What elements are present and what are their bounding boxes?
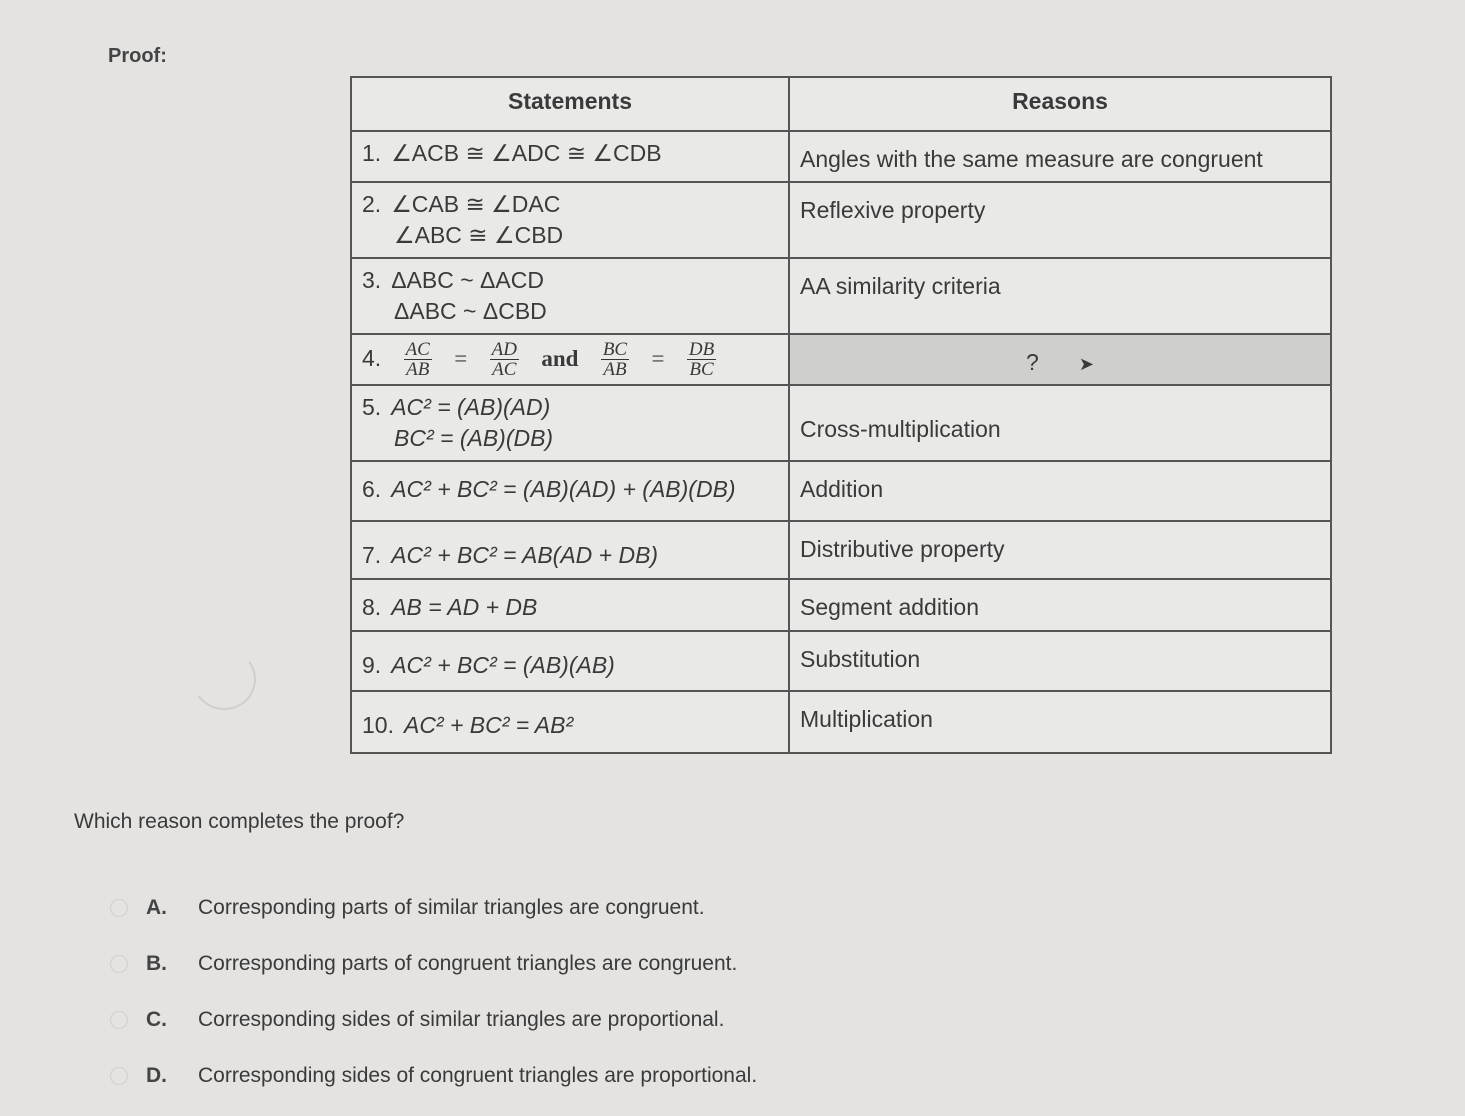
fraction: [601, 340, 629, 379]
step-number: 9.: [362, 652, 382, 678]
table-row-missing-reason: [351, 334, 1331, 385]
reason: Segment addition: [789, 579, 1331, 631]
statement: ∠CAB ≅ ∠DAC: [391, 191, 561, 217]
choice-b[interactable]: [110, 936, 757, 992]
table-row: [351, 521, 1331, 579]
statement: ΔABC ~ ΔACD: [391, 267, 544, 293]
radio-button[interactable]: [110, 1067, 128, 1085]
reason: Angles with the same measure are congruent: [789, 131, 1331, 182]
choice-letter: C.: [146, 1008, 167, 1031]
fraction: [404, 340, 432, 379]
choice-a[interactable]: [110, 880, 757, 936]
statement: AC² + BC² = AB(AD + DB): [391, 542, 659, 568]
radio-button[interactable]: [110, 1011, 128, 1029]
step-number: 7.: [362, 542, 382, 568]
step-number: 4.: [362, 344, 382, 371]
table-row: [351, 385, 1331, 461]
step-number: 1.: [362, 140, 382, 166]
fraction: [687, 340, 716, 379]
choice-text: Corresponding sides of congruent triangles are proportional.: [198, 1064, 758, 1087]
step-number: 2.: [362, 191, 382, 217]
step-number: 3.: [362, 267, 382, 293]
statement-line-2: BC² = (AB)(DB): [394, 425, 554, 451]
denominator: AC: [492, 359, 517, 380]
choice-text: Corresponding parts of similar triangles are congruent.: [198, 896, 705, 919]
table-row: [351, 461, 1331, 521]
and-word: and: [541, 345, 579, 371]
reason: Substitution: [789, 631, 1331, 691]
missing-reason: ?: [1026, 349, 1039, 375]
reason: Cross-multiplication: [789, 385, 1331, 461]
choice-letter: B.: [146, 952, 167, 975]
reasons-header: Reasons: [789, 77, 1331, 131]
step-number: 5.: [362, 394, 382, 420]
statement: AC² = (AB)(AD): [391, 394, 551, 420]
statement: AC² + BC² = (AB)(AB): [391, 652, 615, 678]
table-row: [351, 258, 1331, 334]
reason: Reflexive property: [789, 182, 1331, 258]
statement-line-2: ∠ABC ≅ ∠CBD: [394, 222, 564, 248]
step-number: 6.: [362, 476, 382, 502]
proof-label: Proof:: [108, 45, 167, 67]
equals: =: [651, 345, 665, 371]
statements-header: Statements: [351, 77, 789, 131]
table-row: [351, 182, 1331, 258]
mouse-cursor-icon: ➤: [1078, 354, 1094, 374]
reason: Addition: [789, 461, 1331, 521]
choice-letter: D.: [146, 1064, 167, 1087]
reason: Distributive property: [789, 521, 1331, 579]
question-text: Which reason completes the proof?: [74, 810, 405, 833]
table-header-row: [351, 77, 1331, 131]
decorative-arc: [187, 643, 261, 715]
answer-choices: [110, 880, 757, 1104]
statement-line-2: ΔABC ~ ΔCBD: [394, 298, 547, 324]
denominator: AB: [603, 359, 627, 380]
proof-table: [350, 76, 1332, 754]
step-number: 8.: [362, 594, 382, 620]
statement: ∠ACB ≅ ∠ADC ≅ ∠CDB: [391, 140, 662, 166]
equals: =: [454, 345, 468, 371]
choice-c[interactable]: [110, 992, 757, 1048]
choice-d[interactable]: [110, 1048, 757, 1104]
numerator: AC: [405, 339, 430, 360]
denominator: BC: [689, 359, 714, 380]
reason: AA similarity criteria: [789, 258, 1331, 334]
statement: AC² + BC² = AB²: [403, 712, 574, 738]
table-row: [351, 579, 1331, 631]
fraction: [490, 340, 519, 379]
choice-text: Corresponding sides of similar triangles are proportional.: [198, 1008, 725, 1031]
numerator: DB: [688, 339, 715, 360]
table-row: [351, 691, 1331, 753]
statement: AB = AD + DB: [391, 594, 538, 620]
step-number: 10.: [362, 712, 394, 738]
reason: Multiplication: [789, 691, 1331, 753]
choice-text: Corresponding parts of congruent triangles are congruent.: [198, 952, 738, 975]
statement: AC² + BC² = (AB)(AD) + (AB)(DB): [391, 476, 736, 502]
numerator: AD: [491, 339, 517, 360]
numerator: BC: [602, 339, 628, 360]
choice-letter: A.: [146, 896, 167, 919]
radio-button[interactable]: [110, 899, 128, 917]
radio-button[interactable]: [110, 955, 128, 973]
denominator: AB: [406, 359, 430, 380]
table-row: [351, 631, 1331, 691]
table-row: [351, 131, 1331, 182]
